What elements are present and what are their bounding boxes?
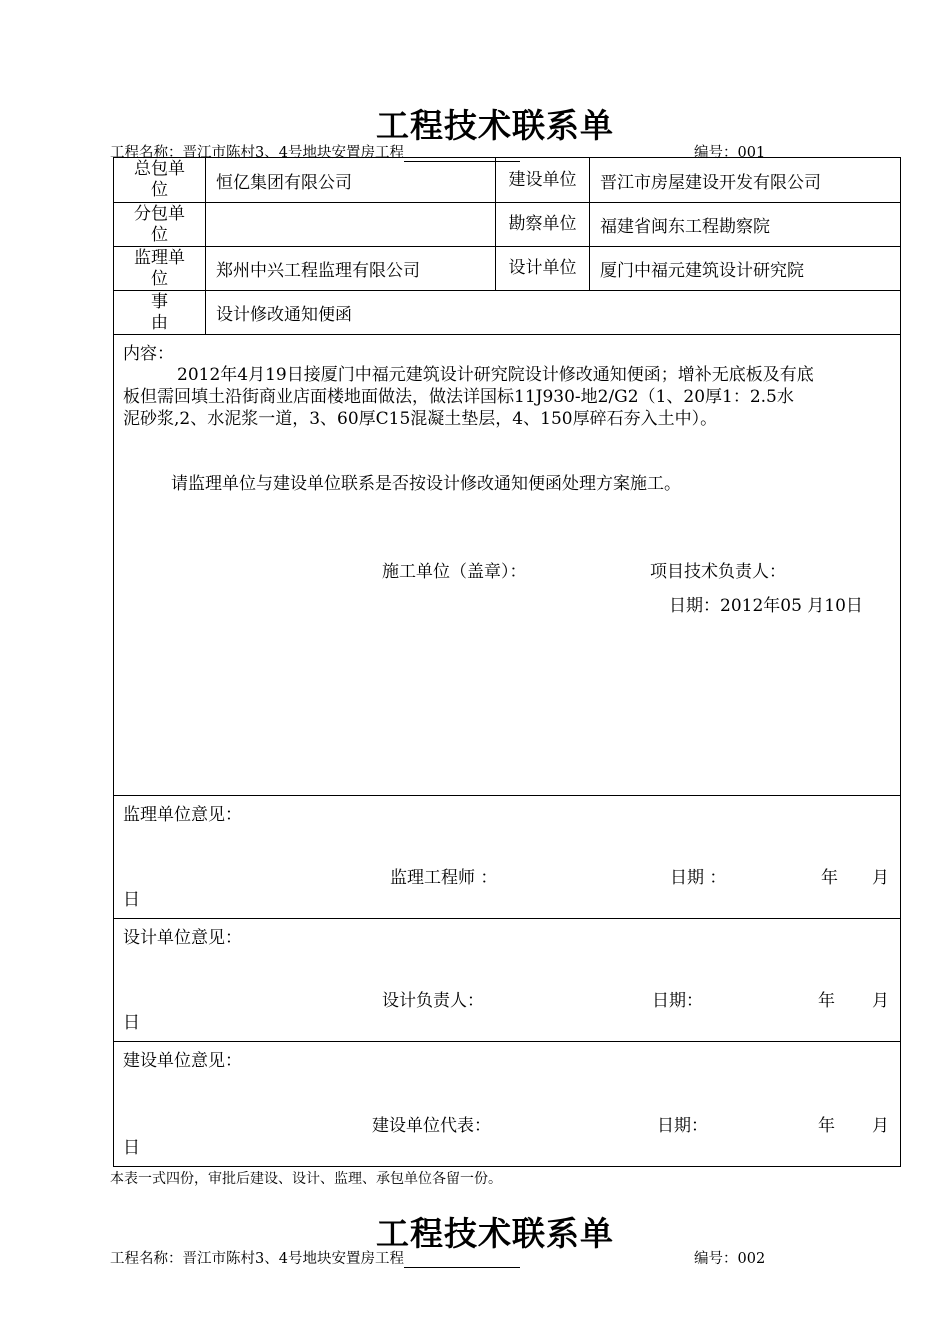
second-project-name-text: 工程名称：晋江市陈村3、4号地块安置房工程: [110, 1251, 404, 1267]
table-row: [114, 291, 901, 335]
design-year-label: 年: [818, 991, 835, 1011]
construction-stamp-label: 施工单位（盖章）：: [382, 562, 527, 582]
subcontractor-label: [114, 203, 206, 247]
subcontractor-label-text: 分包单位: [134, 203, 185, 245]
second-project-name: [110, 1247, 520, 1268]
content-heading: 内容：: [123, 344, 174, 364]
second-form-title: 工程技术联系单: [376, 1214, 614, 1253]
table-row: [114, 203, 901, 247]
table-row: [114, 796, 901, 919]
content-line-3: 泥砂浆,2、水泥浆一道，3、60厚C15混凝土垫层，4、150厚碎石夯入土中）。: [123, 409, 718, 429]
design-day-label: 日: [123, 1013, 140, 1033]
footer-note: 本表一式四份，审批后建设、设计、监理、承包单位各留一份。: [110, 1171, 502, 1187]
supervision-signer-label: 监理工程师 ：: [390, 868, 498, 888]
general-contractor-label-text: 总包单位: [134, 159, 185, 200]
design-opinion-heading: 设计单位意见：: [123, 928, 242, 948]
survey-unit-value: 福建省闽东工程勘察院: [590, 203, 901, 247]
supervision-month-label: 月: [872, 868, 889, 888]
owner-month-label: 月: [872, 1116, 889, 1136]
general-contractor-value: 恒亿集团有限公司: [206, 158, 496, 203]
subject-label: [114, 291, 206, 335]
design-month-label: 月: [872, 991, 889, 1011]
owner-signer-label: 建设单位代表：: [372, 1116, 491, 1136]
survey-unit-label: 勘察单位: [496, 203, 590, 247]
form-number: 编号：001: [694, 145, 766, 161]
content-line-1: 2012年4月19日接厦门中福元建筑设计研究院设计修改通知便函；增补无底板及有底: [177, 365, 814, 385]
table-row: [114, 247, 901, 291]
table-row: [114, 1042, 901, 1167]
design-unit-label: 设计单位: [496, 247, 590, 291]
supervision-opinion-heading: 监理单位意见：: [123, 805, 242, 825]
supervision-unit-value: 郑州中兴工程监理有限公司: [206, 247, 496, 291]
owner-unit-label: 建设单位: [496, 158, 590, 203]
second-project-name-underline: [404, 1252, 520, 1268]
supervision-day-label: 日: [123, 890, 140, 910]
owner-unit-value: 晋江市房屋建设开发有限公司: [590, 158, 901, 203]
owner-year-label: 年: [818, 1116, 835, 1136]
content-cell: [114, 335, 901, 796]
second-form-number: 编号：002: [694, 1251, 766, 1267]
owner-date-label: 日期：: [657, 1116, 708, 1136]
owner-day-label: 日: [123, 1138, 140, 1158]
owner-opinion-cell: [114, 1042, 901, 1167]
content-date: 日期：2012年05 月10日: [669, 596, 863, 616]
subject-value: 设计修改通知便函: [206, 291, 901, 335]
design-unit-value: 厦门中福元建筑设计研究院: [590, 247, 901, 291]
owner-opinion-heading: 建设单位意见：: [123, 1051, 242, 1071]
table-row: [114, 335, 901, 796]
supervision-year-label: 年: [821, 868, 838, 888]
table-row: [114, 919, 901, 1042]
content-line-2: 板但需回填土沿街商业店面楼地面做法，做法详国标11J930-地2/G2（1、20厚1：2.5水: [123, 387, 794, 407]
supervision-unit-label: [114, 247, 206, 291]
table-row: [114, 158, 901, 203]
project-name-text: 工程名称：晋江市陈村3、4号地块安置房工程: [110, 145, 404, 161]
design-signer-label: 设计负责人：: [382, 991, 484, 1011]
design-date-label: 日期：: [652, 991, 703, 1011]
form-title: 工程技术联系单: [376, 106, 614, 145]
subcontractor-value: [206, 203, 496, 247]
content-request: 请监理单位与建设单位联系是否按设计修改通知便函处理方案施工。: [171, 474, 681, 494]
subject-label-text: 事由: [151, 291, 168, 333]
tech-lead-label: 项目技术负责人：: [650, 562, 786, 582]
contact-form-table: [113, 157, 901, 1167]
design-opinion-cell: [114, 919, 901, 1042]
supervision-unit-label-text: 监理单位: [134, 247, 185, 289]
general-contractor-label: [114, 158, 206, 203]
supervision-opinion-cell: [114, 796, 901, 919]
supervision-date-label: 日期 ：: [670, 868, 727, 888]
